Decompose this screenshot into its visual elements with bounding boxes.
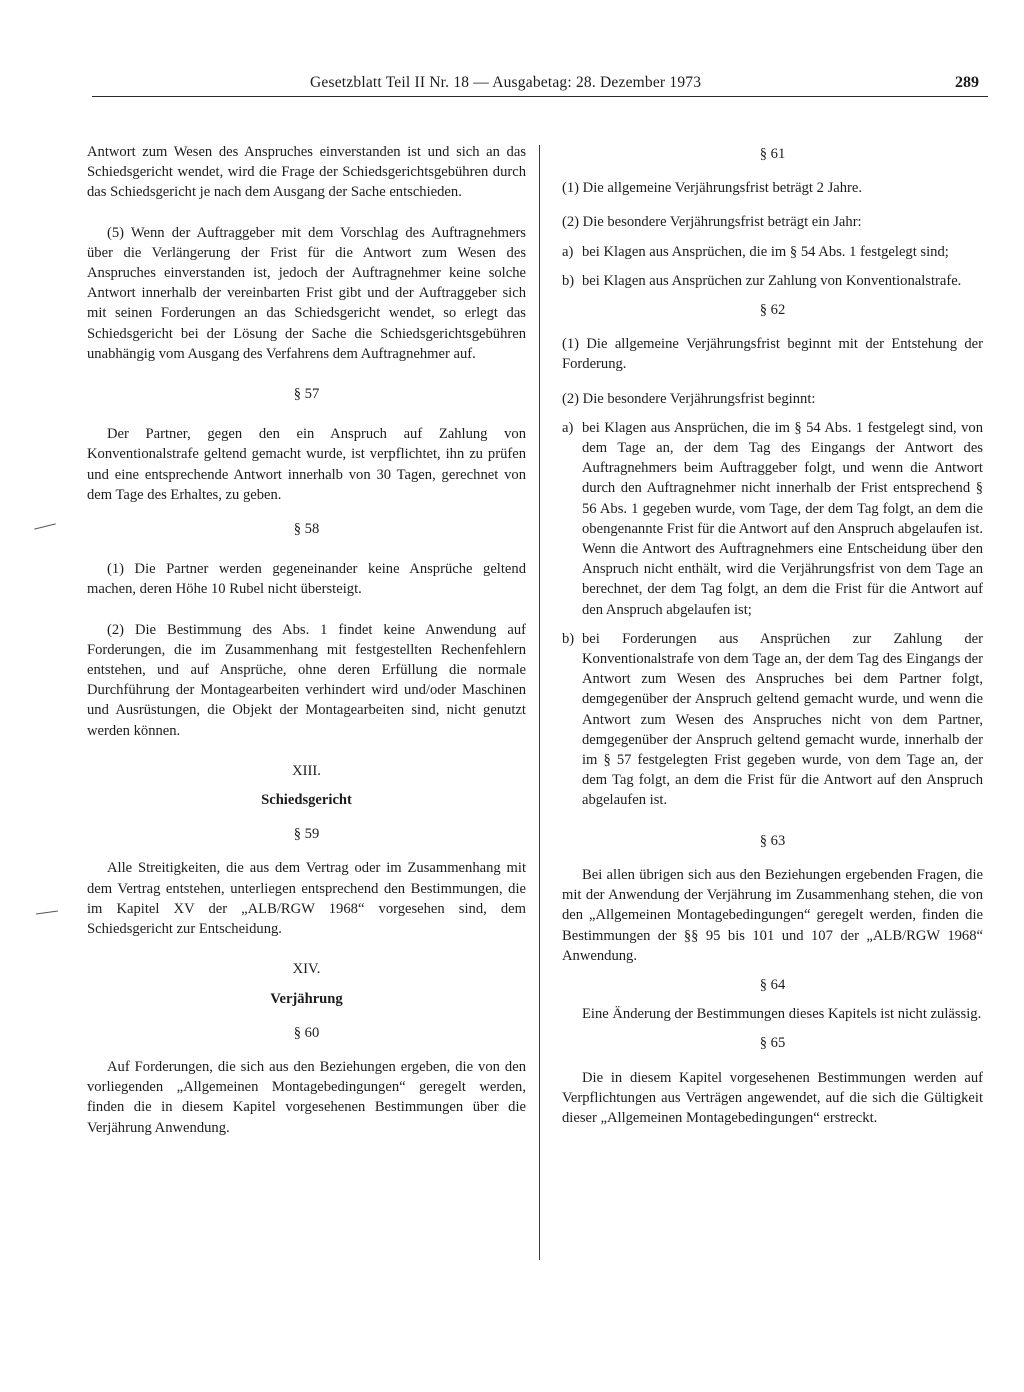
list-label: a) <box>562 419 574 436</box>
margin-mark <box>34 523 56 529</box>
section-64-heading: § 64 <box>759 976 786 993</box>
column-divider <box>539 145 540 1260</box>
margin-mark <box>36 910 58 914</box>
list-label: a) <box>562 243 574 260</box>
left-column <box>87 142 526 1138</box>
section-65-heading: § 65 <box>759 1035 786 1052</box>
section-59-heading: § 59 <box>293 826 320 843</box>
section-62-heading: § 62 <box>759 302 786 319</box>
paragraph-59: Alle Streitigkeiten, die aus dem Vertrag oder im Zusammenhang mit dem Vertrag entstehen, unterliegen entsprechend den Bestimmungen, die im Kapitel XV der „ALB/RGW 1968“ vorgesehen sind, dem Schiedsgericht zur Entscheidung. <box>87 860 526 938</box>
paragraph-58-1: (1) Die Partner werden gegeneinander keine Ansprüche geltend machen, deren Höhe 10 Rubel nicht übersteigt. <box>87 561 526 598</box>
section-57-heading: § 57 <box>293 386 320 403</box>
list-text: bei Klagen aus Ansprüchen, die im § 54 Abs. 1 festgelegt sind, von dem Tage an, der dem Tag des Eingangs der Antwort des Auftragnehmers beim Auftraggeber folgt, und wenn die Antwort durch den Auftragnehmer nicht innerhalb der Frist entsprechend § 56 Abs. 1 gegeben wurde, vom Tage, der dem Tag folgt, an dem die obengenannte Frist für die Antwort auf den Anspruch abgelaufen ist. Wenn die Antwort des Auftragnehmers eine Entscheidung über den Anspruch nicht enthält, wird die Verjährungsfrist von dem Tage an berechnet, der dem Tag folgt, an dem die Frist für die Antwort auf den Anspruch abgelaufen ist; <box>582 419 983 618</box>
paragraph-60: Auf Forderungen, die sich aus den Beziehungen ergeben, die von den vorliegenden „Allgemeinen Montagebedingungen“ geregelt werden, finden die in diesem Kapitel vorgesehenen Bestimmungen über die Verjährung Anwendung. <box>87 1058 526 1136</box>
page-number: 289 <box>955 74 979 91</box>
section-63-heading: § 63 <box>759 832 786 849</box>
list-item-62-b <box>562 629 983 811</box>
paragraph-61-1: (1) Die allgemeine Verjährungsfrist beträgt 2 Jahre. <box>562 180 863 197</box>
list-item-61-a <box>562 242 983 262</box>
section-60-heading: § 60 <box>293 1024 320 1041</box>
list-item-62-a <box>562 418 983 620</box>
paragraph-64: Eine Änderung der Bestimmungen dieses Kapitels ist nicht zulässig. <box>582 1006 982 1023</box>
list-label: b) <box>562 272 575 289</box>
list-label: b) <box>562 630 575 647</box>
paragraph-65: Die in diesem Kapitel vorgesehenen Bestimmungen werden auf Verpflichtungen aus Verträgen angewendet, auf die sich die Gültigkeit dieser „Allgemeinen Montagebedingungen“ erstreckt. <box>562 1069 983 1126</box>
chapter-14-title: Verjährung <box>270 990 343 1007</box>
list-text: bei Klagen aus Ansprüchen zur Zahlung von Konventionalstrafe. <box>582 272 962 289</box>
paragraph-58-2: (2) Die Bestimmung des Abs. 1 findet keine Anwendung auf Forderungen, die im Zusammenhang mit festgestellten Rechenfehlern entstehen, und auf Ansprüche, ohne deren Erfüllung die normale Durchführung der Montagearbeiten verhindert wird und/oder Maschinen und Ausrüstungen, die Objekt der Montagearbeiten sind, nicht genutzt werden können. <box>87 621 526 739</box>
gazette-header-title: Gesetzblatt Teil II Nr. 18 — Ausgabetag: 28. Dezember 1973 <box>310 74 702 91</box>
section-61-heading: § 61 <box>759 146 786 162</box>
list-item-61-b <box>562 271 983 291</box>
chapter-13-number: XIII. <box>292 762 321 779</box>
section-58-heading: § 58 <box>293 521 320 538</box>
paragraph-61-2: (2) Die besondere Verjährungsfrist beträgt ein Jahr: <box>562 214 862 231</box>
header-rule <box>92 96 988 97</box>
chapter-14-number: XIV. <box>292 961 321 978</box>
paragraph-57: Der Partner, gegen den ein Anspruch auf Zahlung von Konventionalstrafe geltend gemacht wurde, ist verpflichtet, ihn zu prüfen und eine entsprechende Antwort innerhalb von 30 Tagen, gerechnet von dem Tage des Erhaltes, zu geben. <box>87 426 526 503</box>
paragraph-63: Bei allen übrigen sich aus den Beziehungen ergebenden Fragen, die mit der Anwendung der Verjährung im Zusammenhang stehen, die von den „Allgemeinen Montagebedingungen“ geregelt werden, finden die Bestimmungen der §§ 95 bis 101 und 107 der „ALB/RGW 1968“ Anwendung. <box>562 866 983 964</box>
list-text: bei Forderungen aus Ansprüchen zur Zahlung der Konventionalstrafe von dem Tage an, der dem Tag des Eingangs der Antwort zum Wesen des Anspruches bei dem Partner folgt, demgegenüber der Anspruch geltend gemacht wurde, und wenn die Antwort zum Wesen des Anspruches nicht von dem Partner, demgegenüber der Anspruch geltend gemacht wurde, innerhalb der im § 57 festgelegten Frist gegeben wurde, von dem Tage an, der dem Tag folgt, an dem die Frist für die Antwort auf den Anspruch abgelaufen ist. <box>582 630 983 809</box>
chapter-13-title: Schiedsgericht <box>261 792 352 809</box>
paragraph-62-2: (2) Die besondere Verjährungsfrist beginnt: <box>562 390 816 407</box>
paragraph-56-5: (5) Wenn der Auftraggeber mit dem Vorschlag des Auftragnehmers über die Verlängerung der Frist für die Antwort zum Wesen des Anspruches einverstanden ist, jedoch der Auftragnehmer keine solche Antwort innerhalb der vereinbarten Frist gibt und der Auftraggeber sich mit seinen Forderungen an das Schiedsgericht wendet, so erlegt das Schiedsgericht bei der Lösung der Sache die Schiedsgerichtsgebühren unabhängig vom Ausgang des Verfahrens dem Auftragnehmer auf. <box>87 224 526 362</box>
paragraph-62-1: (1) Die allgemeine Verjährungsfrist beginnt mit der Entstehung der Forderung. <box>562 336 983 373</box>
right-column <box>562 144 983 1128</box>
paragraph-continuation: Antwort zum Wesen des Anspruches einverstanden ist und sich an das Schiedsgericht wendet, wird die Frage der Schiedsgerichtsgebühren durch das Schiedsgericht je nach dem Ausgang der Sache entschieden. <box>87 144 526 201</box>
list-text: bei Klagen aus Ansprüchen, die im § 54 Abs. 1 festgelegt sind; <box>582 243 949 260</box>
